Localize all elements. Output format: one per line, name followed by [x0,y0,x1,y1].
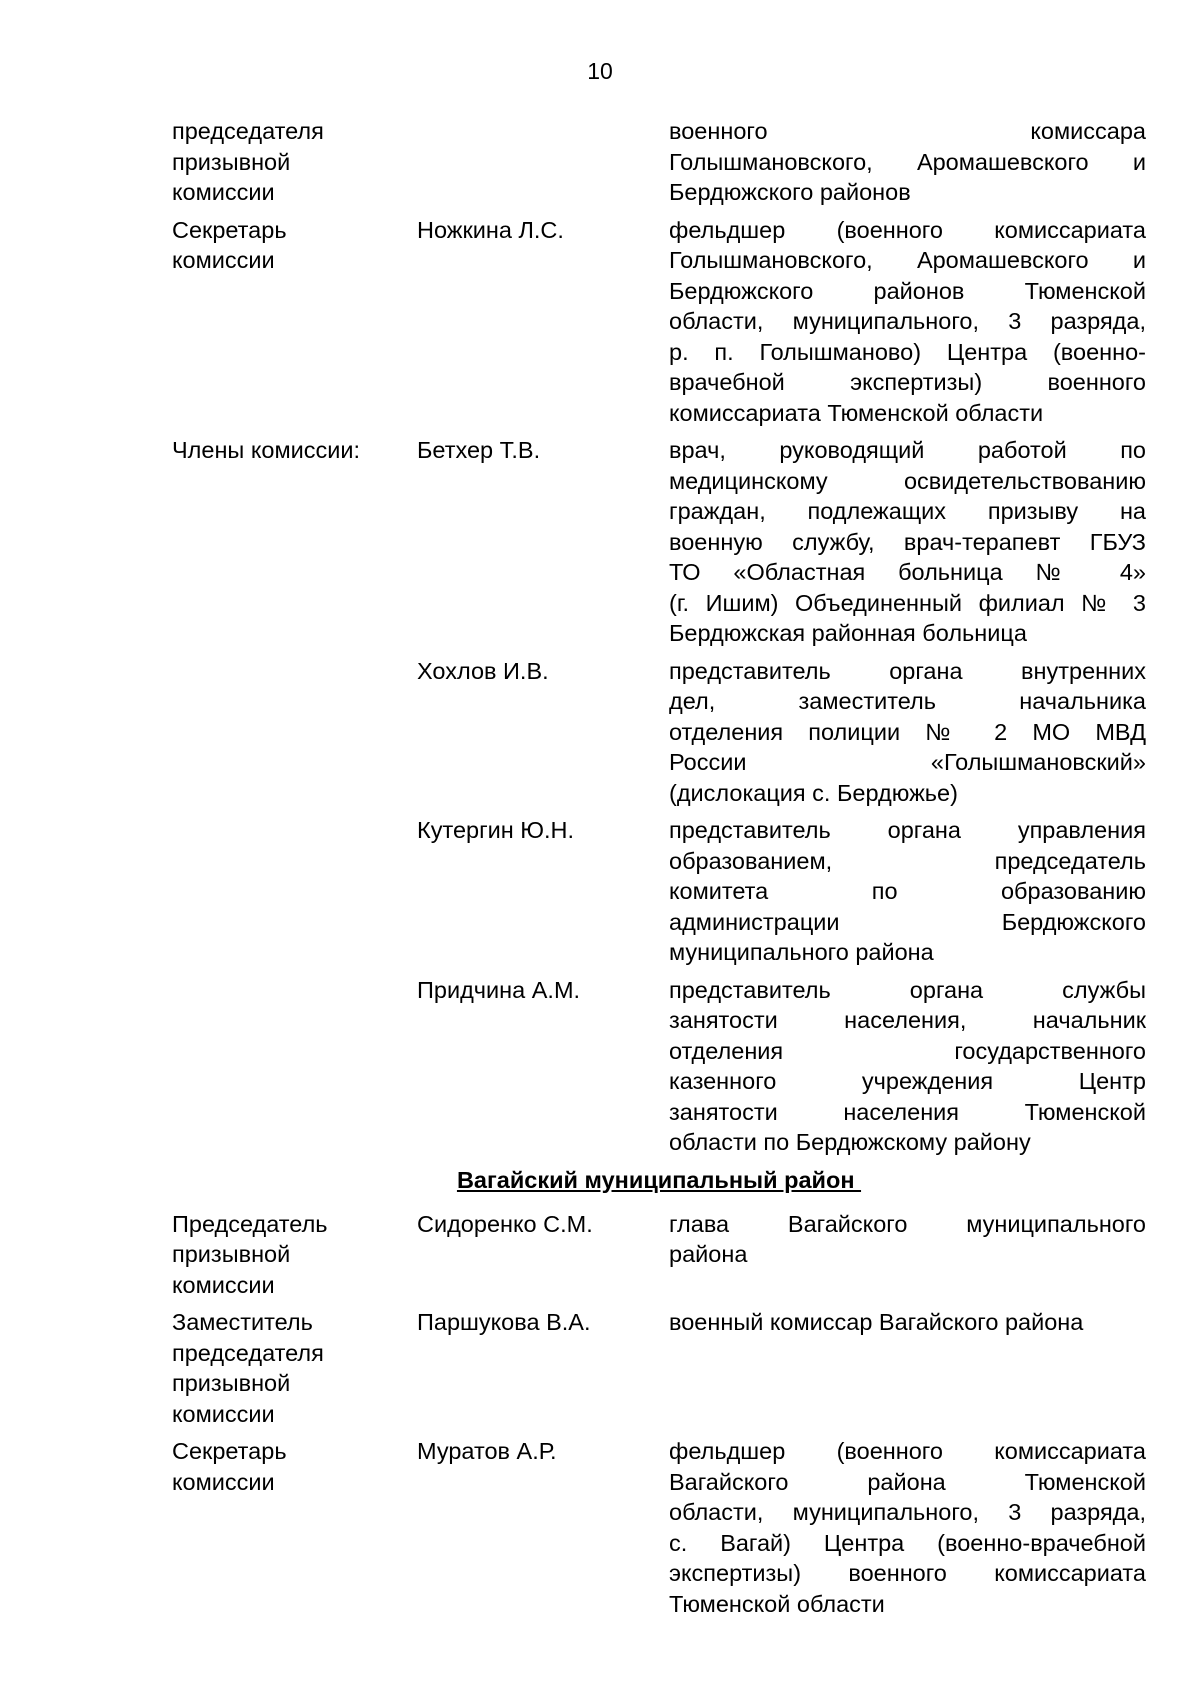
member-role-line: Секретарь [172,216,287,243]
member-position-line: Бердюжская районная больница [669,620,1027,646]
member-position [669,215,1146,429]
member-position-line: комитета по образованию [669,878,1146,904]
member-role [172,1436,417,1497]
member-role [172,215,417,276]
member-position-line: представитель органа службы [669,976,1146,1003]
member-role-line: Секретарь [172,1438,287,1464]
page-number: 10 [587,58,613,84]
commission-member-row [172,815,1146,968]
member-position-line: медицинскому освидетельствованию [669,467,1146,494]
member-name: Сидоренко С.М. [417,1210,593,1237]
member-position [669,656,1146,809]
section-heading-vagai: Вагайский муниципальный район [456,1166,862,1193]
member-role-line: Председатель [172,1210,328,1237]
member-role-line: призывной [172,1241,291,1267]
member-position-line: военного комиссара [669,118,1146,144]
member-name: Паршукова В.А. [417,1309,591,1335]
member-position-line: области по Бердюжскому району [669,1129,1031,1155]
member-role-line: комиссии [172,1271,275,1298]
member-position [669,815,1146,968]
member-position-line: глава Вагайского муниципального [669,1210,1146,1237]
commission-member-row [172,1307,1146,1429]
member-position-line: занятости населения Тюменской [669,1098,1146,1125]
member-position-line: отделения государственного [669,1037,1146,1064]
member-position-line: Бердюжского районов Тюменской [669,277,1146,304]
member-position-line: Тюменской области [669,1590,885,1617]
member-position-line: занятости населения, начальник [669,1007,1146,1033]
member-position-line: р. п. Голышманово) Центра (военно- [669,338,1146,365]
member-role-line: комиссии [172,1400,275,1427]
member-position-line: (дислокация с. Бердюжье) [669,779,958,806]
member-role-line: Члены комиссии: [172,437,361,463]
member-position-line: фельдшер (военного комиссариата [669,216,1146,243]
member-position-line: района [669,1241,748,1267]
member-position-line: администрации Бердюжского [669,908,1146,935]
member-position-line: Голышмановского, Аромашевского и [669,247,1146,273]
member-name: Бетхер Т.В. [417,437,541,463]
member-role-line: председателя [172,1339,324,1366]
member-position [669,975,1146,1158]
member-role-line: комиссии [172,179,275,205]
member-position-line: комиссариата Тюменской области [669,399,1044,426]
member-position-line: муниципального района [669,939,934,965]
member-position-line: врачебной экспертизы) военного [669,369,1146,395]
member-position-line: отделения полиции № 2 МО МВД [669,718,1146,745]
member-position-line: военный комиссар Вагайского района [669,1309,1084,1335]
member-position-line: области, муниципального, 3 разряда, [669,308,1146,334]
commission-member-row [172,975,1146,1158]
member-name: Ножкина Л.С. [417,216,564,243]
member-role-line: председателя [172,118,324,144]
commission-member-row [172,435,1146,649]
member-role-line: комиссии [172,1468,275,1495]
member-position-line: России «Голышмановский» [669,749,1146,775]
member-role-line: комиссии [172,247,275,273]
commission-list [172,116,1146,1626]
member-role-line: Заместитель [172,1309,313,1335]
member-position [669,116,1146,208]
member-role-line: призывной [172,148,291,175]
member-position [669,1436,1146,1619]
member-role [172,435,417,466]
member-position-line: Вагайского района Тюменской [669,1468,1146,1495]
commission-member-row [172,215,1146,429]
member-role [172,116,417,208]
member-position-line: (г. Ишим) Объединенный филиал № 3 [669,589,1146,616]
member-position-line: граждан, подлежащих призыву на [669,498,1146,524]
member-position-line: области, муниципального, 3 разряда, [669,1499,1146,1525]
commission-member-row [172,1209,1146,1301]
member-name: Кутергин Ю.Н. [417,817,575,843]
member-name: Придчина А.М. [417,976,581,1003]
member-role-line: призывной [172,1370,291,1396]
member-position-line: экспертизы) военного комиссариата [669,1560,1146,1586]
member-position-line: с. Вагай) Центра (военно-врачебной [669,1529,1146,1556]
member-name: Хохлов И.В. [417,657,549,684]
member-position-line: представитель органа управления [669,817,1146,843]
member-position-line: ТО «Областная больница № 4» [669,559,1146,585]
commission-member-row [172,1436,1146,1619]
commission-table-part2 [172,1209,1146,1620]
member-position-line: врач, руководящий работой по [669,437,1146,463]
member-position-line: фельдшер (военного комиссариата [669,1438,1146,1464]
commission-member-row [172,656,1146,809]
member-position-line: Голышмановского, Аромашевского и [669,148,1146,175]
member-position-line: Бердюжского районов [669,179,911,205]
member-role [172,1209,417,1301]
member-role [172,1307,417,1429]
member-position [669,435,1146,649]
member-position-line: дел, заместитель начальника [669,688,1146,714]
commission-table-part1 [172,116,1146,1158]
member-position-line: представитель органа внутренних [669,657,1146,684]
member-position-line: казенного учреждения Центр [669,1068,1146,1094]
member-position-line: военную службу, врач-терапевт ГБУЗ [669,528,1146,555]
member-position [669,1307,1146,1338]
commission-member-row [172,116,1146,208]
member-name: Муратов А.Р. [417,1438,557,1464]
member-position-line: образованием, председатель [669,847,1146,874]
member-position [669,1209,1146,1270]
